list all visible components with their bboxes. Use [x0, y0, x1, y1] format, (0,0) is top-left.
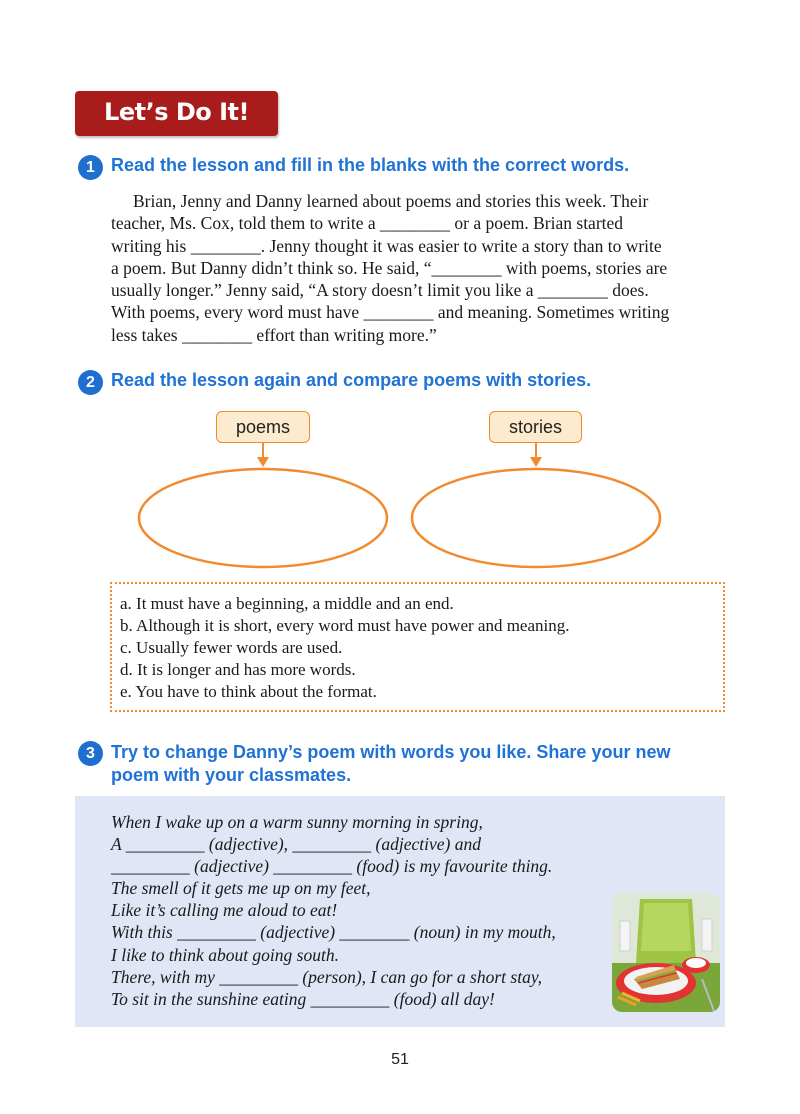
section-3-instruction-line-2: poem with your classmates.: [111, 765, 352, 785]
poems-tag: poems: [216, 411, 310, 443]
poem-line: I like to think about going south.: [111, 944, 339, 965]
poem-text: [111, 811, 556, 1010]
poem-line: To sit in the sunshine eating _________ (food) all day!: [111, 988, 495, 1009]
poems-arrow: [257, 443, 269, 467]
stories-answer-oval[interactable]: [412, 469, 660, 567]
paragraph-line: usually longer.” Jenny said, “A story doesn’t limit you like a ________ does.: [111, 280, 649, 301]
paragraph-line: less takes ________ effort than writing more.”: [111, 324, 437, 345]
stories-tag: stories: [489, 411, 582, 443]
section-3-instruction-line-1: Try to change Danny’s poem with words you like. Share your new: [111, 742, 671, 762]
paragraph-line: Brian, Jenny and Danny learned about poems and stories this week. Their: [133, 191, 649, 211]
poem-line: The smell of it gets me up on my feet,: [111, 878, 371, 899]
option-item: c. Usually fewer words are used.: [120, 638, 343, 657]
poem-line: _________ (adjective) _________ (food) is my favourite thing.: [111, 856, 553, 877]
poem-line: There, with my _________ (person), I can go for a short stay,: [111, 966, 542, 987]
poem-line: Like it’s calling me aloud to eat!: [111, 900, 338, 921]
section-2-instruction: Read the lesson again and compare poems with stories.: [111, 370, 592, 390]
page-number: 51: [391, 1051, 409, 1068]
options-list: [120, 593, 569, 703]
option-item: b. Although it is short, every word must have power and meaning.: [120, 616, 570, 635]
paragraph-line: a poem. But Danny didn’t think so. He said, “________ with poems, stories are: [111, 257, 668, 278]
paragraph-line: With poems, every word must have ________ and meaning. Sometimes writing: [111, 302, 670, 323]
section-1-number: 1: [78, 155, 103, 180]
paragraph-line: writing his ________. Jenny thought it was easier to write a story than to write: [111, 235, 662, 256]
section-2-number: 2: [78, 370, 103, 395]
section-3-number: 3: [78, 741, 103, 766]
poems-answer-oval[interactable]: [139, 469, 387, 567]
poem-line: A _________ (adjective), _________ (adjective) and: [111, 834, 481, 855]
option-item: a. It must have a beginning, a middle and an end.: [120, 594, 454, 613]
sandwich-photo: [612, 893, 720, 1012]
poem-line: With this _________ (adjective) ________ (noun) in my mouth,: [111, 922, 556, 943]
stories-arrow: [530, 443, 542, 467]
option-item: e. You have to think about the format.: [120, 682, 377, 701]
paragraph-line: teacher, Ms. Cox, told them to write a ________ or a poem. Brian started: [111, 213, 624, 234]
poem-line: When I wake up on a warm sunny morning in spring,: [111, 812, 483, 832]
banner-title: Let’s Do It!: [104, 98, 249, 126]
section-1-instruction: Read the lesson and fill in the blanks with the correct words.: [111, 155, 630, 175]
option-item: d. It is longer and has more words.: [120, 660, 356, 679]
